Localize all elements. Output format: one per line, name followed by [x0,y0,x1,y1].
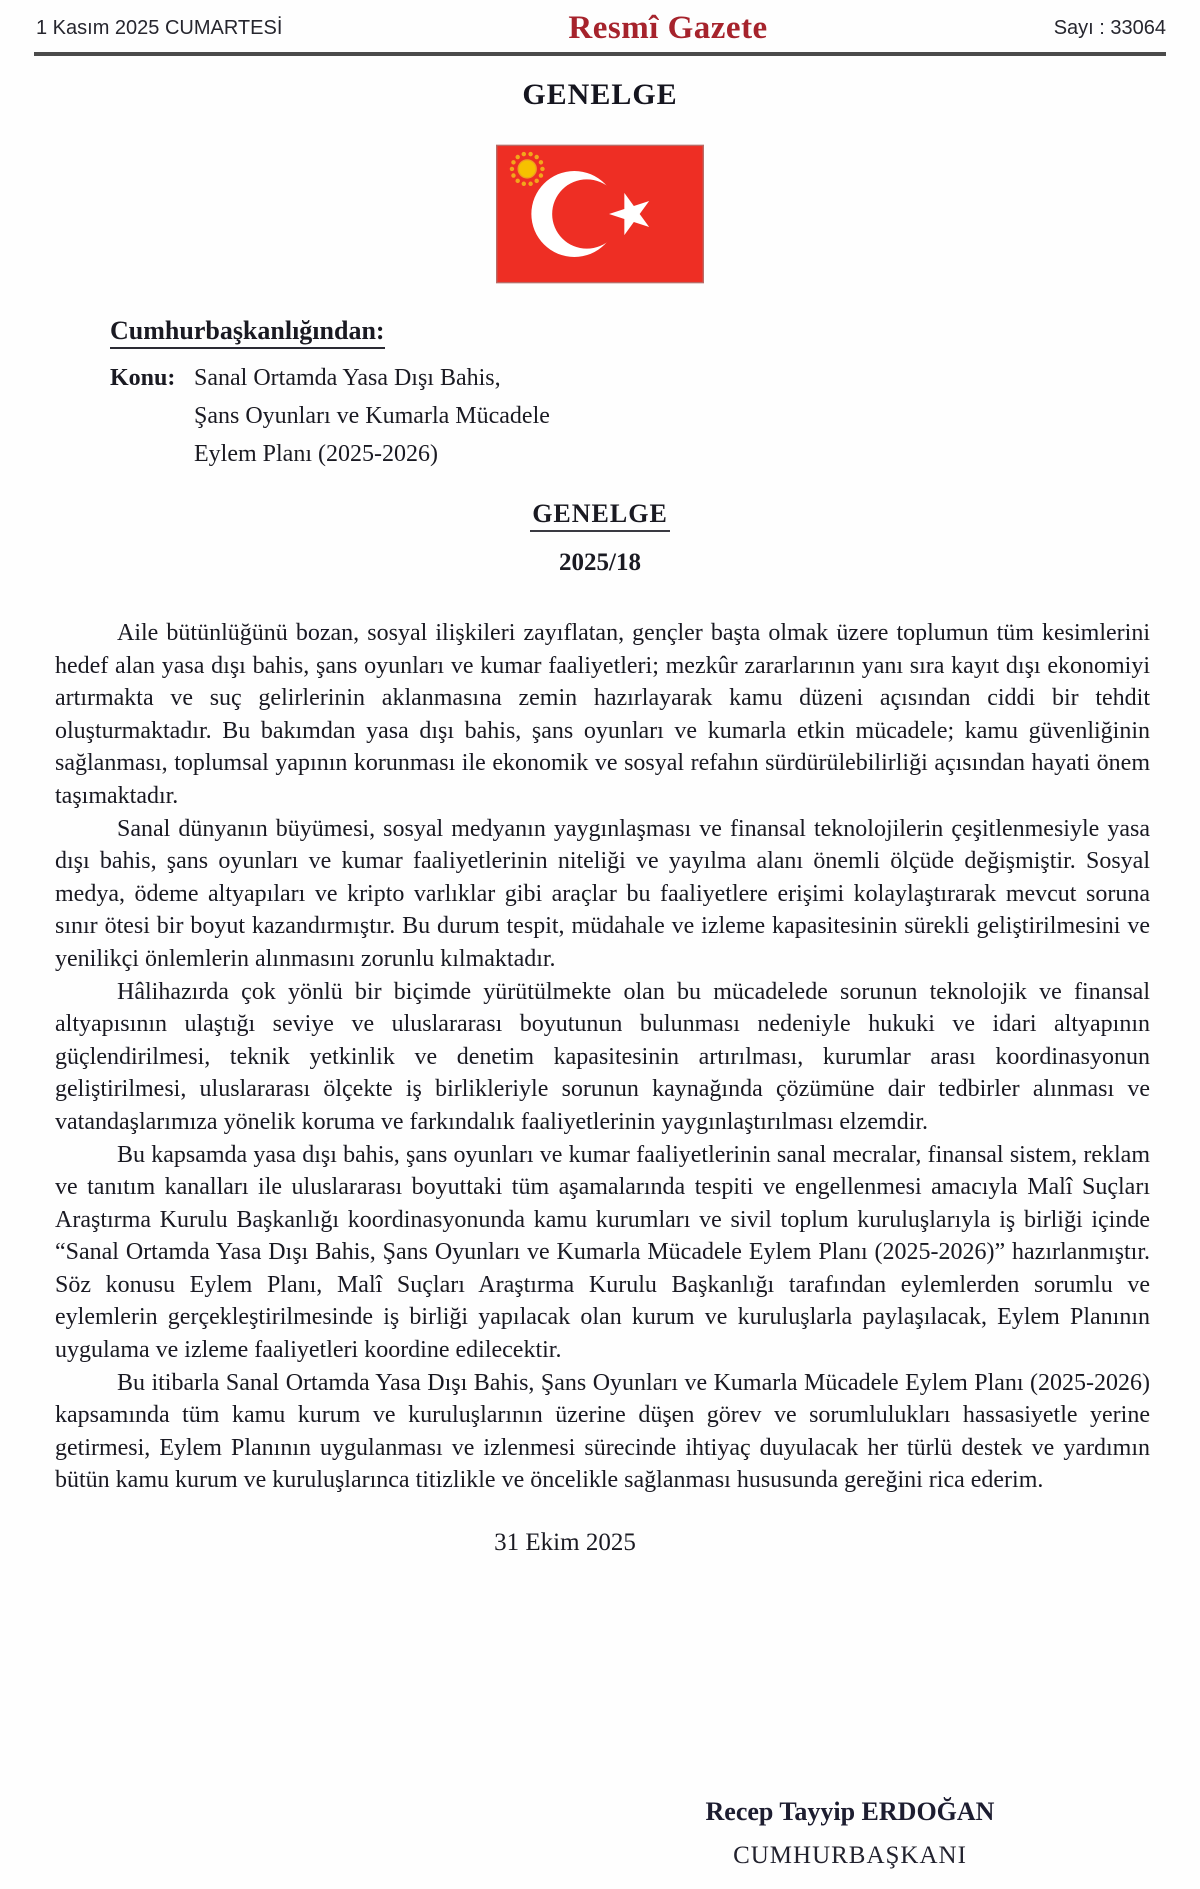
header-divider [34,52,1166,56]
subject-line: Eylem Planı (2025-2026) [194,441,438,467]
signature-title: CUMHURBAŞKANI [733,1842,967,1869]
gazette-header [0,0,1200,52]
subject-line: Şans Oyunları ve Kumarla Mücadele [194,403,550,429]
header-date: 1 Kasım 2025 CUMARTESİ [36,17,283,39]
gazette-title: Resmî Gazete [568,10,768,46]
signature-date: 31 Ekim 2025 [494,1529,636,1557]
issuing-authority: Cumhurbaşkanlığından: [110,316,385,349]
body-paragraph: Aile bütünlüğünü bozan, sosyal ilişkileri zayıflatan, gençler başta olmak üzere toplumun tüm kesimlerini hedef alan yasa dışı bahis, şans oyunları ve kumar faaliyetleri; mezkûr zararlarının yanı sıra kayıt dışı ekonomiyi artırmakta ve suç gelirlerinin aklanmasına zemin hazırlayarak kamu düzeni açısından ciddi bir tehdit oluşturmaktadır. Bu bakımdan yasa dışı bahis, şans oyunları ve kumarla etkin mücadele; kamu güvenliğinin sağlanması, toplumsal yapının korunması ile ekonomik ve sosyal refahın sürdürülebilirliği açısından hayati önem taşımaktadır. [55,620,1150,809]
section-title: GENELGE [522,78,678,111]
signature-block [650,1797,1050,1870]
body-paragraph: Sanal dünyanın büyümesi, sosyal medyanın yaygınlaşması ve finansal teknolojilerin çeşitlenmesiyle yasa dışı bahis, şans oyunları ve kumar faaliyetlerinin niteliği ve yayılma alanı önemli ölçüde değişmiştir. Sosyal medya, ödeme altyapıları ve kripto varlıklar gibi araçlar bu faaliyetlere erişimi kolaylaştırarak mevcut soruna sınır ötesi bir boyut kazandırmıştır. Bu durum tespit, müdahale ve izleme kapasitesinin sürekli geliştirilmesini ve yenilikçi önlemlerin alınmasını zorunlu kılmaktadır. [55,815,1150,972]
turkish-flag [496,144,704,284]
circular-number: 2025/18 [559,549,641,576]
subject-line: Sanal Ortamda Yasa Dışı Bahis, [194,365,501,391]
circular-title: GENELGE [530,499,670,532]
body-paragraph: Bu kapsamda yasa dışı bahis, şans oyunları ve kumar faaliyetlerinin sanal mecralar, finansal sistem, reklam ve tanıtım kanalları ile uluslararası boyuttaki tüm aşamalarında tespiti ve engellenmesi amacıyla Malî Suçları Araştırma Kurulu Başkanlığı koordinasyonunda kamu kurumları ve sivil toplum kuruluşlarıyla iş birliği içinde “Sanal Ortamda Yasa Dışı Bahis, Şans Oyunları ve Kumarla Mücadele Eylem Planı (2025-2026)” hazırlanmıştır. Söz konusu Eylem Planı, Malî Suçları Araştırma Kurulu Başkanlığı tarafından eylemlerden sorumlu ve eylemlerin gerçekleştirilmesinde iş birliği yapılacak olan kurum ve kuruluşlarla paylaşılacak, Eylem Planının uygulama ve izleme faaliyetleri koordine edilecektir. [55,1141,1150,1364]
signature-name: Recep Tayyip ERDOĞAN [705,1797,995,1826]
body-paragraph: Hâlihazırda çok yönlü bir biçimde yürütülmekte olan bu mücadelede sorunun teknolojik ve finansal altyapısının ulaştığı seviye ve uluslararası boyutunun bulunması nedeniyle hukuki ve idari altyapının güçlendirilmesi, teknik yetkinlik ve denetim kapasitesinin artırılması, kurumlar arası koordinasyonun geliştirilmesi, uluslararası ölçekte iş birlikleriyle sorunun kaynağında çözümüne dair tedbirler alınması ve vatandaşlarımıza yönelik koruma ve farkındalık faaliyetlerinin yaygınlaştırılması elzemdir. [55,978,1150,1135]
circular-body [55,617,1150,1497]
subject-block [110,359,1200,473]
subject-label: Konu: [110,365,176,391]
issue-number: Sayı : 33064 [1053,17,1166,39]
body-paragraph: Bu itibarla Sanal Ortamda Yasa Dışı Bahis, Şans Oyunları ve Kumarla Mücadele Eylem Planı (2025-2026) kapsamında tüm kamu kurum ve kuruluşlarının üzerine düşen görev ve sorumlulukları hassasiyetle yerine getirmesi, Eylem Planının uygulanması ve izlenmesi sürecinde ihtiyaç duyulacak her türlü destek ve yardımın bütün kamu kurum ve kuruluşlarınca titizlikle ve öncelikle sağlanması hususunda gereğini rica ederim. [55,1369,1150,1494]
